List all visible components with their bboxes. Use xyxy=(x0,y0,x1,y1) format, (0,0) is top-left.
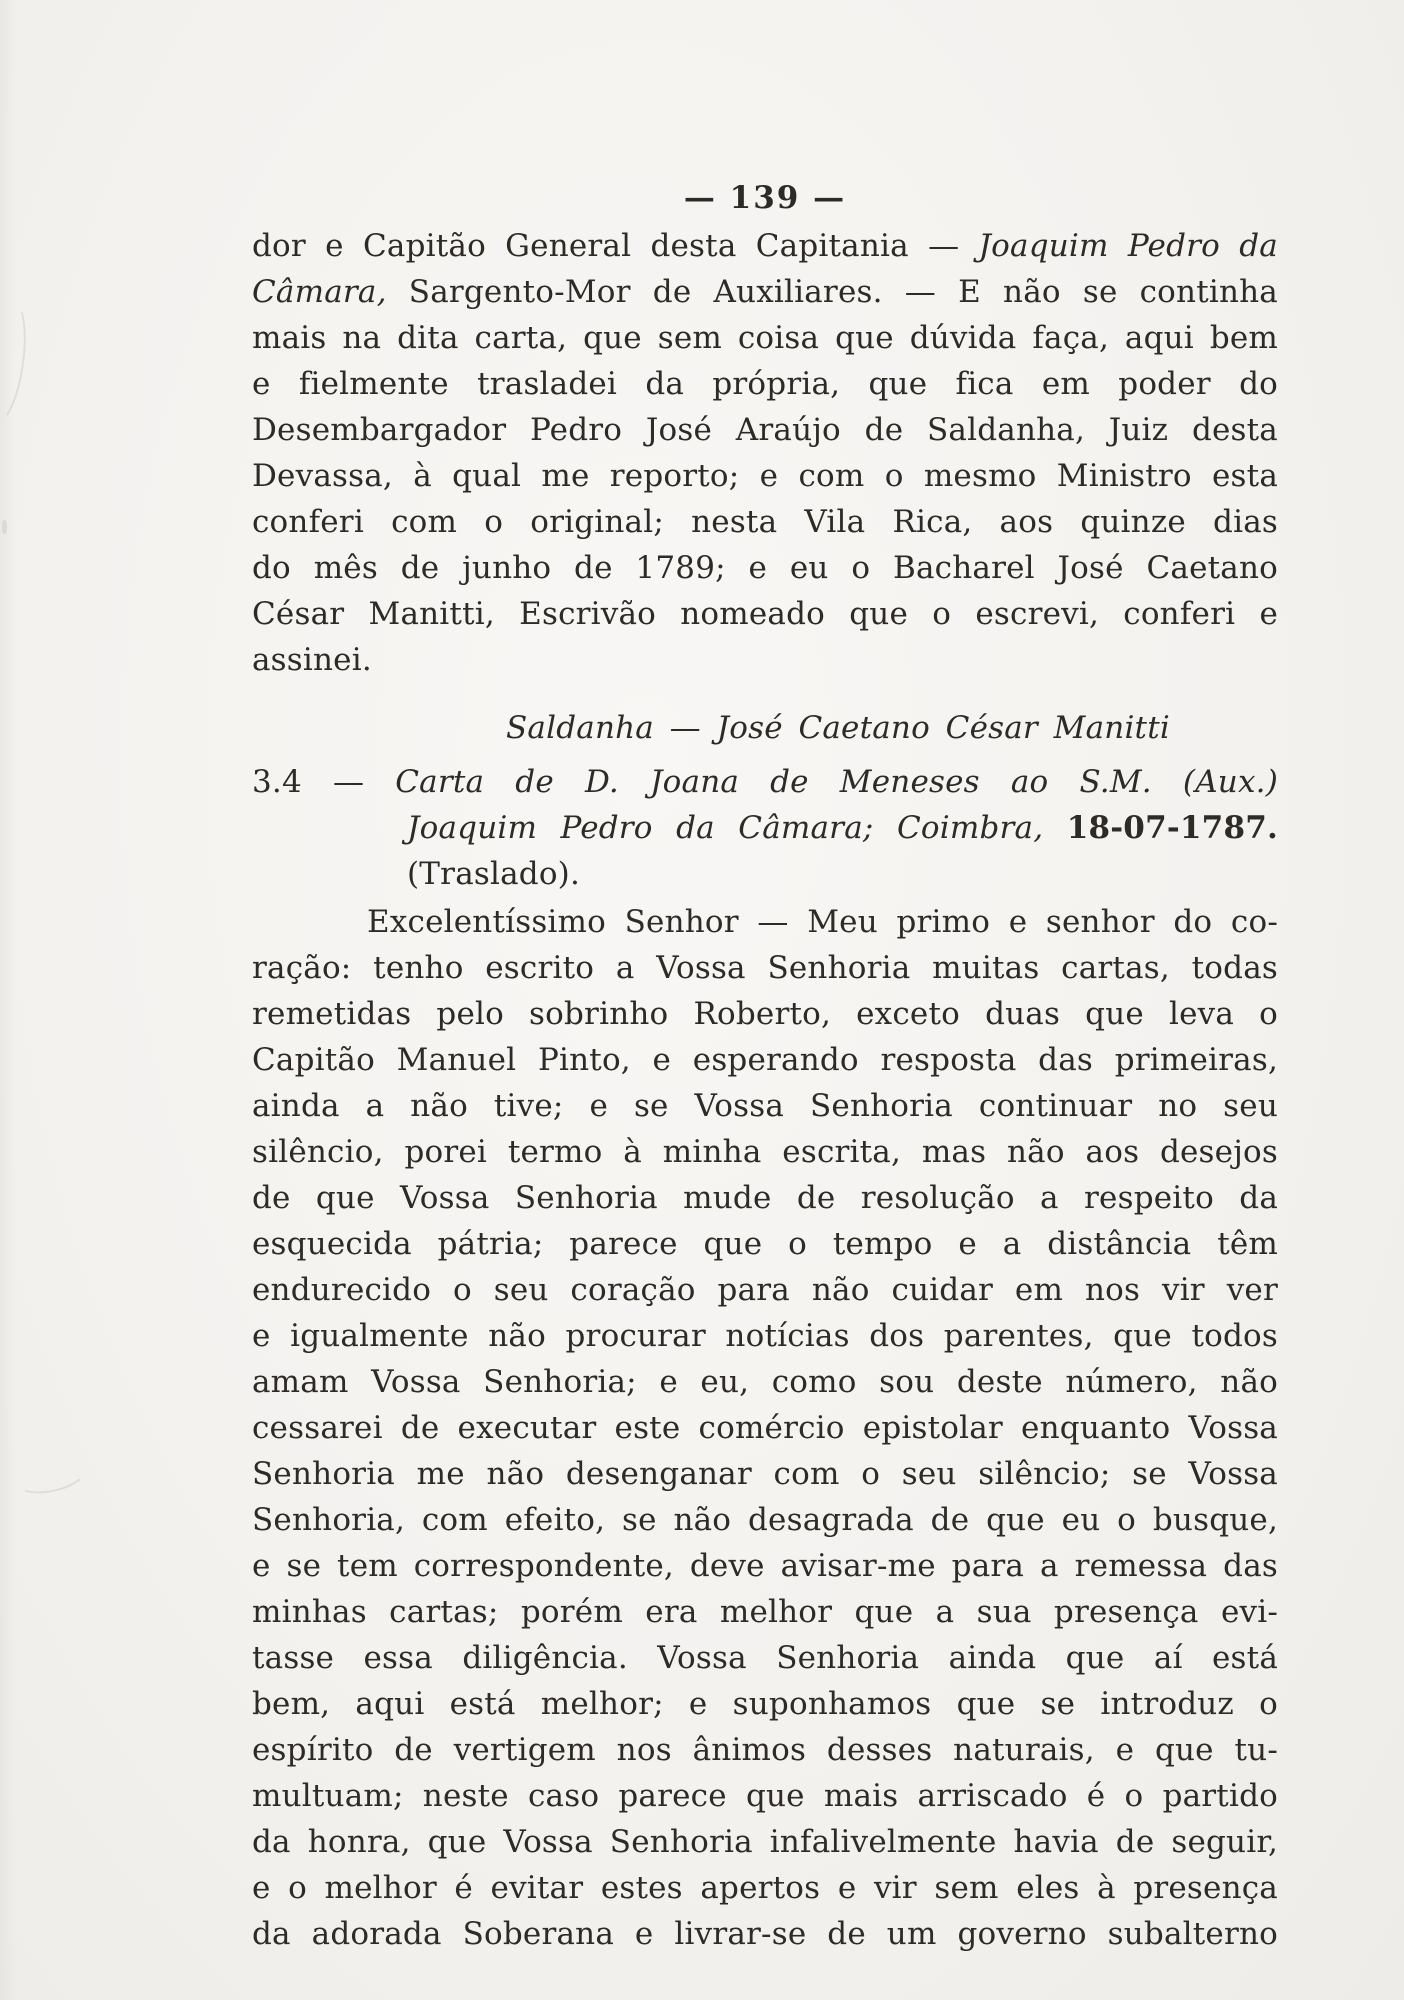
text-segment: remetidas pelo sobrinho Roberto, exceto duas que leva o xyxy=(252,996,1278,1032)
text-segment: da adorada Soberana e livrar-se de um governo subalterno xyxy=(252,1916,1278,1952)
text-line xyxy=(252,991,1278,1037)
text-line xyxy=(252,1175,1278,1221)
text-segment: Carta de D. Joana de Meneses ao S.M. (Aux.) xyxy=(395,764,1279,800)
text-line xyxy=(252,315,1278,361)
text-line xyxy=(252,851,1278,897)
text-line xyxy=(506,705,1170,751)
text-segment: de que Vossa Senhoria mude de resolução a respeito da xyxy=(252,1180,1278,1216)
text-line xyxy=(252,407,1278,453)
letter-paragraph xyxy=(252,899,1278,1957)
text-line xyxy=(252,545,1278,591)
text-line xyxy=(252,1129,1278,1175)
text-segment: da honra, que Vossa Senhoria infalivelmente havia de seguir, xyxy=(252,1824,1278,1860)
text-line xyxy=(252,1359,1278,1405)
entry-heading xyxy=(252,759,1278,897)
text-line xyxy=(252,1773,1278,1819)
text-line xyxy=(252,1037,1278,1083)
text-line xyxy=(252,899,1278,945)
text-segment: César Manitti, Escrivão nomeado que o escrevi, conferi e xyxy=(252,596,1278,632)
text-segment: Joaquim Pedro da Câmara; Coimbra, xyxy=(407,810,1067,846)
text-line xyxy=(252,1405,1278,1451)
text-segment: endurecido o seu coração para não cuidar em nos vir ver xyxy=(252,1272,1278,1308)
scan-artifact-speck xyxy=(2,520,7,534)
text-segment: bem, aqui está melhor; e suponhamos que se introduz o xyxy=(252,1686,1278,1722)
text-segment: esquecida pátria; parece que o tempo e a distância têm xyxy=(252,1226,1278,1262)
page-number-text: — 139 — xyxy=(683,180,847,216)
text-segment: cessarei de executar este comércio epistolar enquanto Vossa xyxy=(252,1410,1278,1446)
text-segment: conferi com o original; nesta Vila Rica, aos quinze dias xyxy=(252,504,1278,540)
text-segment: e o melhor é evitar estes apertos e vir sem eles à presença xyxy=(252,1870,1278,1906)
text-line xyxy=(252,1727,1278,1773)
text-line xyxy=(252,1267,1278,1313)
text-line xyxy=(252,805,1278,851)
text-column xyxy=(252,175,1278,1957)
text-segment: mais na dita carta, que sem coisa que dúvida faça, aqui bem xyxy=(252,320,1278,356)
text-line xyxy=(252,1911,1278,1957)
text-segment: espírito de vertigem nos ânimos desses naturais, e que tu- xyxy=(252,1732,1278,1768)
text-segment: assinei. xyxy=(252,642,372,678)
text-segment: Desembargador Pedro José Araújo de Saldanha, Juiz desta xyxy=(252,412,1278,448)
text-segment: multuam; neste caso parece que mais arriscado é o partido xyxy=(252,1778,1278,1814)
signature-line xyxy=(252,705,1278,751)
text-blocks xyxy=(252,223,1278,1957)
text-segment: 18-07-1787. xyxy=(1066,810,1278,846)
text-segment: minhas cartas; porém era melhor que a sua presença evi- xyxy=(252,1594,1278,1630)
text-line xyxy=(252,1083,1278,1129)
text-segment: Câmara, xyxy=(252,274,387,310)
text-segment: Senhoria, com efeito, se não desagrada de que eu o busque, xyxy=(252,1502,1278,1538)
text-segment: amam Vossa Senhoria; e eu, como sou deste número, não xyxy=(252,1364,1278,1400)
text-segment: 3.4 — xyxy=(252,764,396,800)
text-segment: dor e Capitão General desta Capitania — xyxy=(252,228,979,264)
text-segment: ração: tenho escrito a Vossa Senhoria muitas cartas, todas xyxy=(252,950,1278,986)
text-segment: e fielmente trasladei da própria, que fica em poder do xyxy=(252,366,1278,402)
scan-artifact-curl xyxy=(0,298,32,426)
text-segment: (Traslado). xyxy=(407,856,581,892)
text-segment: e igualmente não procurar notícias dos parentes, que todos xyxy=(252,1318,1278,1354)
text-line xyxy=(252,1221,1278,1267)
text-line xyxy=(252,499,1278,545)
scan-artifact-scratch xyxy=(14,1455,89,1499)
text-segment: Joaquim Pedro da xyxy=(978,228,1278,264)
text-line xyxy=(252,945,1278,991)
text-segment: Saldanha — José Caetano César Manitti xyxy=(506,710,1170,746)
text-line xyxy=(252,591,1278,637)
text-line xyxy=(252,1589,1278,1635)
text-segment: Devassa, à qual me reporto; e com o mesmo Ministro esta xyxy=(252,458,1278,494)
text-segment: silêncio, porei termo à minha escrita, mas não aos desejos xyxy=(252,1134,1278,1170)
text-segment: ainda a não tive; e se Vossa Senhoria continuar no seu xyxy=(252,1088,1278,1124)
text-segment: Senhoria me não desenganar com o seu silêncio; se Vossa xyxy=(252,1456,1278,1492)
text-segment: e se tem correspondente, deve avisar-me para a remessa das xyxy=(252,1548,1278,1584)
text-line xyxy=(252,223,1278,269)
text-line xyxy=(252,1819,1278,1865)
text-line xyxy=(252,453,1278,499)
text-line xyxy=(252,269,1278,315)
text-line xyxy=(252,1313,1278,1359)
text-segment: Excelentíssimo Senhor — Meu primo e senhor do co- xyxy=(367,904,1278,940)
text-line xyxy=(252,1497,1278,1543)
text-line xyxy=(252,1451,1278,1497)
text-line xyxy=(252,1865,1278,1911)
text-line xyxy=(252,361,1278,407)
text-line xyxy=(252,1635,1278,1681)
text-segment: Sargento-Mor de Auxiliares. — E não se continha xyxy=(386,274,1278,310)
text-line xyxy=(252,1543,1278,1589)
text-line xyxy=(252,759,1278,805)
paragraph-continuation xyxy=(252,223,1278,683)
text-line xyxy=(252,637,1278,683)
text-segment: tasse essa diligência. Vossa Senhoria ainda que aí está xyxy=(252,1640,1278,1676)
text-line xyxy=(252,1681,1278,1727)
page-number xyxy=(252,175,1278,221)
text-segment: do mês de junho de 1789; e eu o Bacharel José Caetano xyxy=(252,550,1278,586)
text-segment: Capitão Manuel Pinto, e esperando resposta das primeiras, xyxy=(252,1042,1278,1078)
